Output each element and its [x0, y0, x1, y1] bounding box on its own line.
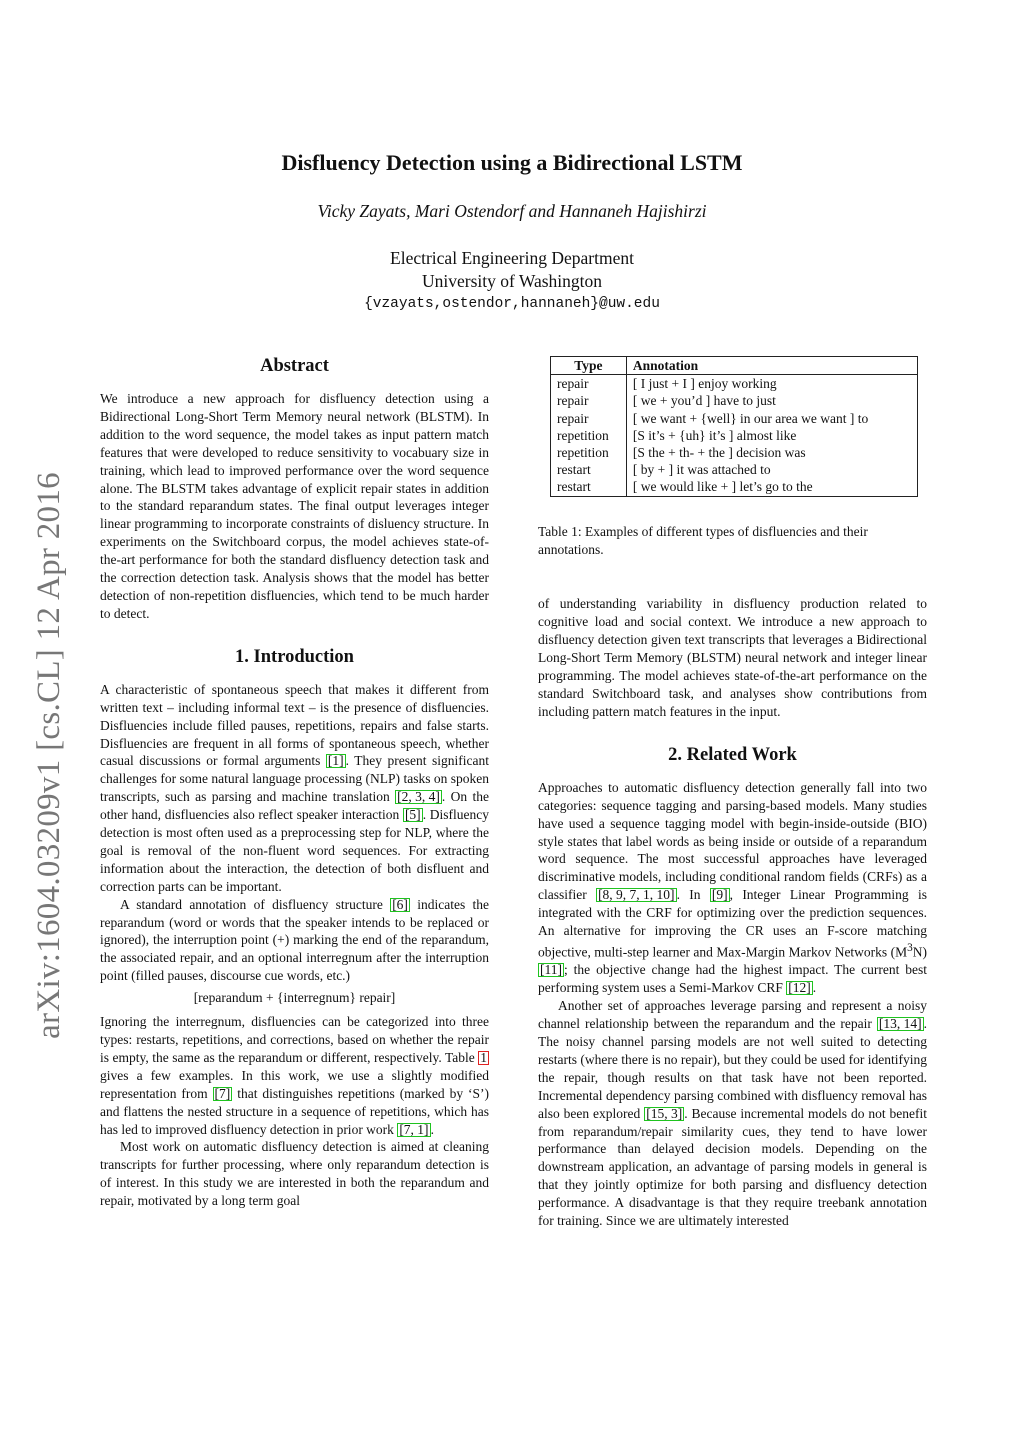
table-cell-annotation: [ we + you’d ] have to just	[632, 393, 776, 409]
citation-link[interactable]: [9]	[711, 887, 728, 903]
table-cell-annotation: [ we would like + ] let’s go to the	[632, 479, 813, 495]
intro-p3-text-b: gives a few examples. In this work, we use a slightly modified representation from	[100, 1067, 489, 1101]
intro-paragraph-2	[100, 896, 489, 986]
related-p2-text-b: . The noisy channel parsing models are not well suited to detecting restarts (where there is no repair), but they could be used for identifying the repair, though results on that task have not been reported. Incremental dependency parsing combined with disfluency removal has also been explored	[538, 1016, 927, 1121]
citation-link[interactable]: [1]	[327, 753, 344, 769]
arxiv-label: arXiv:1604.03209v1 [cs.CL] 12 Apr 2016	[30, 471, 67, 1039]
intro-p2-text-b: indicates the reparandum (word or words that the speaker intends to be replaced or ignored), the interruption point (+) marking the end of the reparandum, the associated repair, and an optional interregnum after the interruption point (filled pauses, discourse cue words, etc.)	[100, 896, 489, 984]
related-p1-text-b: . In	[676, 887, 710, 903]
citation-link[interactable]: [13, 14]	[878, 1016, 922, 1032]
related-paragraph-1	[538, 779, 927, 997]
table-row	[551, 375, 918, 393]
table-cell-annotation: [ I just + I ] enjoy working	[632, 376, 777, 392]
related-p1-text-c: , Integer Linear Programming is integrated with the CRF for optimizing over the prediction sequences. An alternative for improving the CR uses an F-score matching objective, multi-step learner and Max-Margin Markov Networks (M	[538, 887, 928, 960]
table-cell-type: repair	[551, 375, 627, 393]
paper-title: Disfluency Detection using a Bidirectional LSTM	[281, 150, 743, 175]
related-p1-text-f: .	[812, 980, 817, 996]
related-p2-text-a: Another set of approaches leverage parsing and represent a noisy channel relationship between the reparandum and the repair	[538, 998, 927, 1032]
abstract-heading: Abstract	[260, 356, 329, 376]
table-header-annotation: Annotation	[626, 357, 917, 375]
related-p1-text-d: N)	[912, 944, 927, 960]
superscript: 3	[907, 941, 913, 954]
table-reference-link[interactable]: 1	[480, 1049, 487, 1065]
citation-link[interactable]: [11]	[540, 962, 562, 978]
citation-link[interactable]: [5]	[404, 807, 421, 823]
table-row	[551, 478, 918, 496]
table-cell-type: restart	[551, 461, 627, 478]
intro-paragraph-1	[100, 681, 489, 896]
intro-p2-text-a: A standard annotation of disfluency structure	[120, 896, 391, 912]
paper-authors: Vicky Zayats, Mari Ostendorf and Hannaneh Hajishirzi	[317, 201, 707, 221]
intro-p1-text-a: A characteristic of spontaneous speech that makes it different from written text – including informal text – is the presence of disfluencies. Disfluencies include filled pauses, repetitions, repairs and false starts. Disfluencies are frequent in all forms of spontaneous speech, whether casual discussions or formal arguments	[100, 681, 489, 769]
left-column	[100, 354, 489, 1210]
table-cell-type: restart	[551, 478, 627, 496]
intro-p1-text-b: . They present significant challenges for some natural language processing (NLP) tasks on spoken transcripts, such as parsing and machine translation	[100, 753, 489, 805]
author-email: {vzayats,ostendor,hannaneh}@uw.edu	[364, 296, 660, 312]
intro-p1-text-d: . Disfluency detection is most often used as a preprocessing step for NLP, where the goal is removal of the non-fluent word sequences. For extracting information about the interaction, the detection of both disfluent and correction parts can be important.	[100, 807, 489, 894]
table-cell-type: repetition	[551, 444, 627, 461]
intro-paragraph-3	[100, 1013, 489, 1138]
affiliation-dept: Electrical Engineering Department	[390, 248, 634, 268]
citation-link[interactable]: [8, 9, 7, 1, 10]	[598, 887, 675, 903]
citation-link[interactable]: [7]	[214, 1085, 231, 1101]
related-p2-text-c: . Because incremental models do not benefit from reparandum/repair similarity cues, they tend to have lower performance than delayed decision models. Depending on the downstream application, an advantage of parsing models in general is that they jointly optimize for both parsing and disfluency detection performance. A disadvantage is that they require treebank annotation for training. Since we are ultimately interested	[538, 1105, 928, 1229]
table-row	[551, 427, 918, 444]
affiliation-block	[0, 247, 1024, 316]
citation-link[interactable]: [7, 1]	[399, 1121, 429, 1137]
intro-p3-text-c: that distinguishes repetitions (marked by ‘S’) and flattens the nested structure in a sequence of repetitions, which has has led to improved disfluency detection in prior work	[100, 1085, 489, 1137]
table-row	[551, 461, 918, 478]
table-cell-annotation: [S the + th- + the ] decision was	[632, 445, 806, 461]
table-row	[551, 410, 918, 427]
table-cell-type: repair	[551, 410, 627, 427]
table-row	[551, 444, 918, 461]
citation-link[interactable]: [2, 3, 4]	[397, 789, 440, 805]
related-p1-text-e: ; the objective change had the highest impact. The current best performing system uses a Semi-Markov CRF	[538, 962, 927, 996]
intro-p3-text-a: Ignoring the interregnum, disfluencies can be categorized into three types: restarts, repetitions, and corrections, based on whether the repair is empty, the same as the reparandum or different, respectively. Table	[100, 1014, 489, 1065]
intro-continuation: of understanding variability in disfluency production related to cognitive load and social context. We introduce a new approach to disfluency detection given text transcripts that leverages a Bidirectional Long-Short Term Memory (BLSTM) neural network and integer linear programming. The model achieves state-of-the-art performance on the standard Switchboard task, and analyses show contributions from including pattern match features in the input.	[538, 596, 927, 719]
related-work-heading: 2. Related Work	[668, 744, 797, 765]
arxiv-identifier	[28, 450, 70, 1060]
table-cell-annotation: [S it’s + {uh} it’s ] almost like	[632, 427, 797, 443]
table-cell-annotation: [ we want + {well} in our area we want ] to	[632, 410, 869, 426]
citation-link[interactable]: [15, 3]	[646, 1105, 683, 1121]
abstract-text: We introduce a new approach for disfluency detection using a Bidirectional Long-Short Term Memory neural network (BLSTM). In addition to the word sequence, the model takes as input pattern match features that were developed to reduce sensitivity to vocabuary size in training, which lead to improved performance over the word sequence alone. The BLSTM takes advantage of explicit repair states in addition to the standard reparandum states. The final output leverages integer linear programming to incorporate constraints of disluency structure. In experiments on the Switchboard corpus, the model achieves state-of-the-art performance for both the standard disfluency detection task and the correction detection task. Analysis shows that the model has better detection of non-repetition disfluencies, which tend to be much harder to detect.	[100, 391, 489, 621]
right-column	[538, 356, 927, 1230]
citation-link[interactable]: [12]	[788, 980, 811, 996]
disfluency-formula: [reparandum + {interregnum} repair]	[193, 990, 396, 1006]
table-caption: Table 1: Examples of different types of disfluencies and their annotations.	[538, 523, 868, 557]
table-header-type: Type	[551, 357, 627, 375]
table-cell-type: repetition	[551, 427, 627, 444]
related-p1-text-a: Approaches to automatic disfluency detection generally fall into two categories: sequence tagging and parsing-based models. Many studies have used a sequence tagging model with begin-inside-outside (BIO) style states that label words as being inside or outside of a reparandum word sequence. The most successful approaches have leveraged discriminative models, including conditional random fields (CRFs) as a classifier	[538, 779, 927, 903]
affiliation-univ: University of Washington	[421, 271, 603, 291]
table-cell-type: repair	[551, 392, 627, 409]
related-paragraph-2	[538, 997, 927, 1230]
citation-link[interactable]: [6]	[392, 896, 408, 912]
intro-p1-text-c: . On the other hand, disfluencies also reflect speaker interaction	[100, 789, 489, 823]
introduction-heading: 1. Introduction	[235, 646, 354, 667]
table-header-row	[551, 357, 918, 375]
intro-p3-text-d: .	[430, 1121, 434, 1137]
disfluency-examples-table	[550, 356, 918, 497]
intro-paragraph-4: Most work on automatic disfluency detection is aimed at cleaning transcripts for further processing, where only reparandum detection is of interest. In this study we are interested in both the reparandum and repair, motivated by a long term goal	[100, 1139, 489, 1209]
table-cell-annotation: [ by + ] it was attached to	[632, 462, 771, 478]
table-row	[551, 392, 918, 409]
